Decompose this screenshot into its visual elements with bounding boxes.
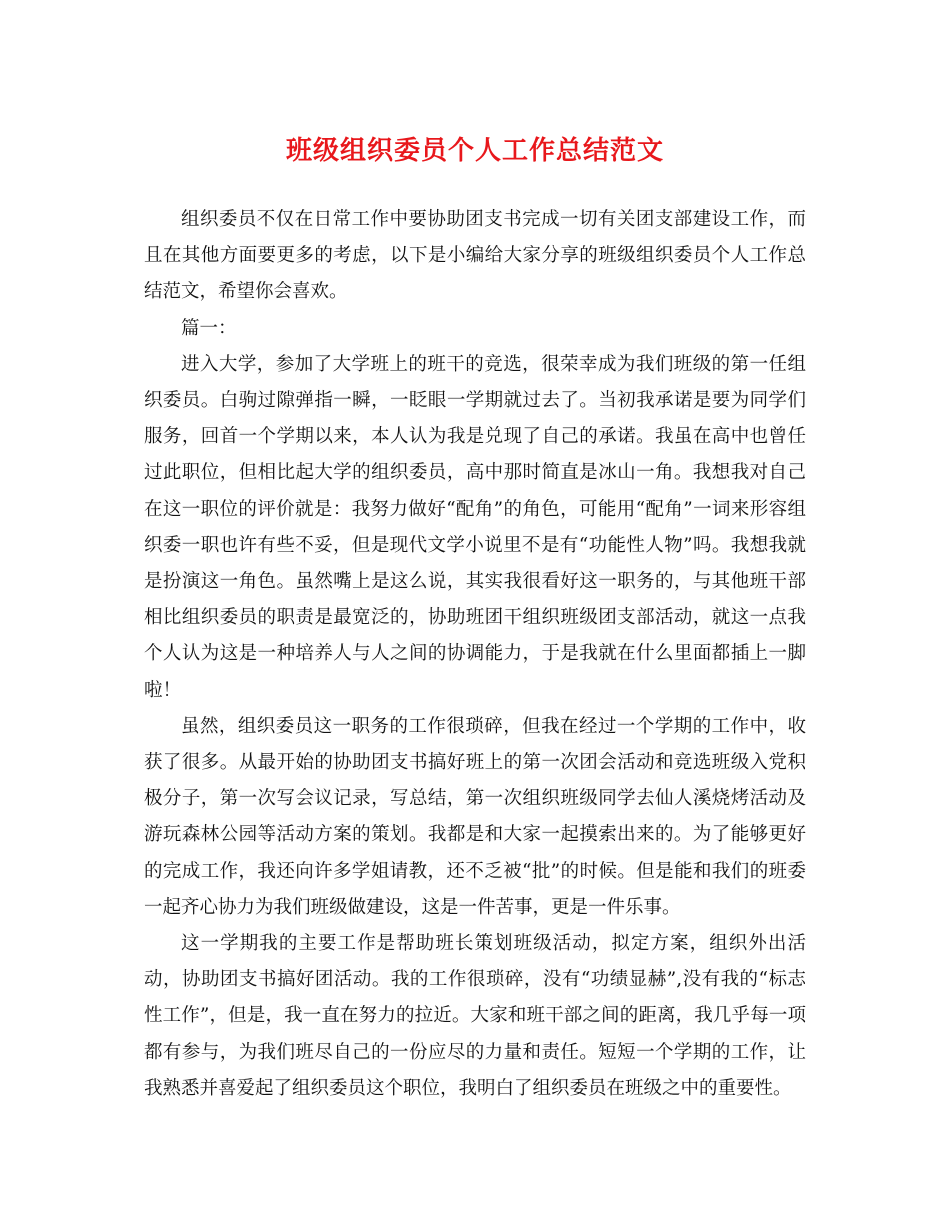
body-paragraph: 这一学期我的主要工作是帮助班长策划班级活动，拟定方案，组织外出活动，协助团支书搞好团活动。我的工作很琐碎，没有“功绩显赫”,没有我的“标志性工作”，但是，我一直在努力的拉近。大家和班干部之间的距离，我几乎每一项都有参与，为我们班尽自己的一份应尽的力量和责任。短短一个学期的工作，让我熟悉并喜爱起了组织委员这个职位，我明白了组织委员在班级之中的重要性。 — [144, 933, 806, 1099]
intro-paragraph: 组织委员不仅在日常工作中要协助团支书完成一切有关团支部建设工作，而且在其他方面要更多的考虑，以下是小编给大家分享的班级组织委员个人工作总结范文，希望你会喜欢。 — [144, 209, 806, 303]
body-paragraph: 进入大学，参加了大学班上的班干的竞选，很荣幸成为我们班级的第一任组织委员。白驹过隙弹指一瞬，一眨眼一学期就过去了。当初我承诺是要为同学们服务，回首一个学期以来，本人认为我是兑现了自己的承诺。我虽在高中也曾任过此职位，但相比起大学的组织委员，高中那时简直是冰山一角。我想我对自己在这一职位的评价就是：我努力做好“配角”的角色，可能用“配角”一词来形容组织委一职也许有些不妥，但是现代文学小说里不是有“功能性人物”吗。我想我就是扮演这一角色。虽然嘴上是这么说，其实我很看好这一职务的，与其他班干部相比组织委员的职责是最宽泛的，协助班团干组织班级团支部活动，就这一点我个人认为这是一种培养人与人之间的协调能力，于是我就在什么里面都插上一脚啦！ — [144, 353, 806, 701]
document-body — [144, 202, 806, 1107]
body-paragraph: 虽然，组织委员这一职务的工作很琐碎，但我在经过一个学期的工作中，收获了很多。从最开始的协助团支书搞好班上的第一次团会活动和竞选班级入党积极分子，第一次写会议记录，写总结，第一次组织班级同学去仙人溪烧烤活动及游玩森林公园等活动方案的策划。我都是和大家一起摸索出来的。为了能够更好的完成工作，我还向许多学姐请教，还不乏被“批”的时候。但是能和我们的班委一起齐心协力为我们班级做建设，这是一件苦事，更是一件乐事。 — [144, 715, 806, 918]
section-heading: 篇一： — [181, 317, 237, 339]
document-title: 班级组织委员个人工作总结范文 — [285, 136, 664, 166]
